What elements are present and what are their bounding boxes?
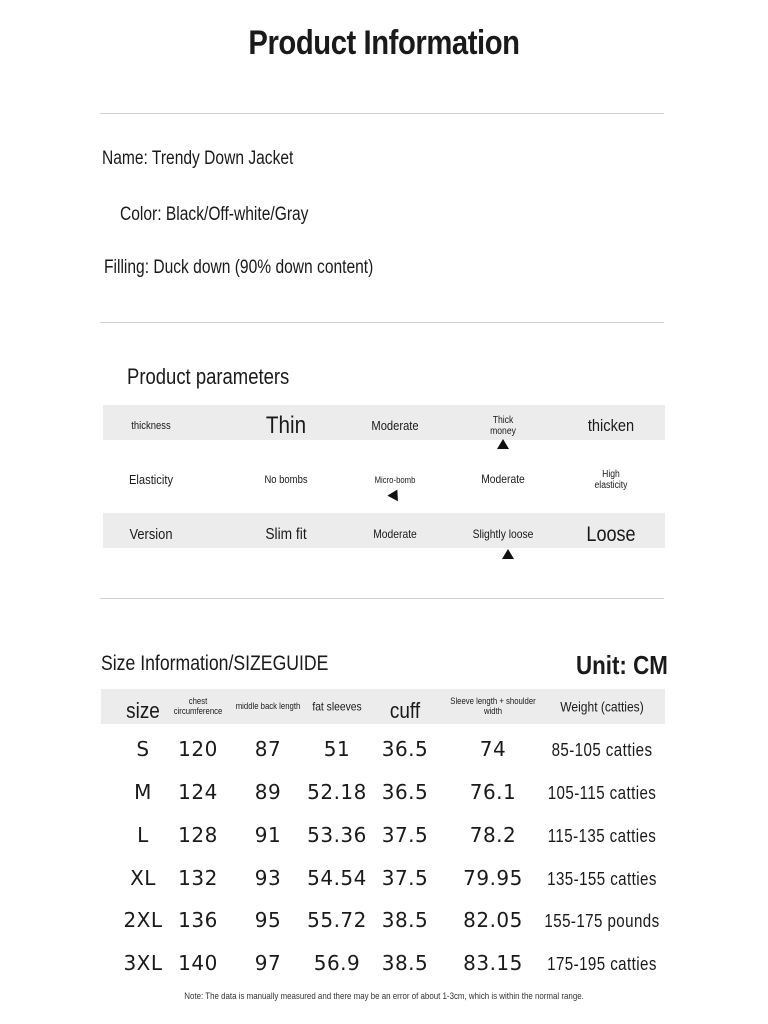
table-cell — [537, 869, 668, 890]
parameter-option — [368, 419, 423, 434]
product-color: Color: Black/Off-white/Gray — [120, 204, 309, 225]
parameter-option — [370, 528, 421, 542]
table-cell: 36.5 — [381, 780, 429, 804]
table-cell-text: 155-175 pounds — [544, 911, 660, 931]
parameter-text: Moderate — [371, 417, 419, 433]
table-cell: 2XL — [123, 908, 163, 932]
selected-marker-icon — [387, 487, 402, 501]
table-cell: 91 — [254, 823, 282, 847]
size-column-header-text: size — [126, 697, 160, 723]
table-cell — [537, 826, 666, 847]
table-cell: 87 — [254, 737, 282, 761]
table-row — [0, 823, 768, 863]
parameter-option — [262, 526, 310, 544]
table-cell: S — [136, 737, 150, 761]
divider — [100, 322, 664, 323]
parameter-text: Moderate — [481, 472, 525, 487]
table-cell: 52.18 — [307, 780, 367, 804]
parameters-heading: Product parameters — [127, 364, 290, 389]
table-cell — [537, 954, 668, 975]
parameter-text: thicken — [587, 416, 635, 436]
footnote — [0, 991, 768, 1001]
divider — [100, 598, 664, 599]
table-cell: 55.72 — [307, 908, 367, 932]
table-row — [0, 866, 768, 906]
size-column-header — [123, 699, 162, 723]
parameter-option — [261, 474, 311, 487]
table-row — [0, 908, 768, 948]
parameter-label — [126, 526, 176, 543]
table-cell: 54.54 — [307, 866, 367, 890]
size-column-header — [230, 702, 305, 712]
page-title: Product Information — [248, 24, 520, 62]
table-row — [0, 737, 768, 777]
size-column-header — [443, 697, 542, 717]
table-cell-text: 135-155 catties — [547, 869, 657, 889]
size-info-heading: Size Information/SIZEGUIDE — [101, 652, 329, 675]
parameter-option — [584, 416, 638, 436]
table-row — [0, 951, 768, 991]
parameter-label — [125, 473, 176, 488]
table-cell: 74 — [479, 737, 507, 761]
table-cell: 140 — [178, 951, 218, 975]
table-cell — [533, 911, 670, 932]
product-filling: Filling: Duck down (90% down content) — [104, 257, 374, 278]
parameter-option — [371, 475, 419, 485]
table-cell: 97 — [254, 951, 282, 975]
parameter-text: Thin — [265, 412, 307, 440]
table-cell: 37.5 — [381, 823, 429, 847]
table-cell: 136 — [178, 908, 218, 932]
parameter-text: Moderate — [373, 527, 417, 542]
divider — [100, 113, 664, 114]
table-cell: 95 — [254, 908, 282, 932]
parameter-text: High elasticity — [594, 468, 628, 491]
table-cell: 132 — [178, 866, 218, 890]
size-column-header — [308, 700, 365, 713]
table-cell: XL — [130, 866, 156, 890]
selected-marker-icon — [502, 549, 514, 559]
size-column-header — [387, 699, 422, 723]
table-cell: 120 — [178, 737, 218, 761]
parameter-text: thickness — [131, 419, 171, 432]
table-cell: 124 — [178, 780, 218, 804]
size-column-header-text: cuff — [389, 697, 421, 723]
table-cell: 37.5 — [381, 866, 429, 890]
parameter-label — [128, 420, 174, 433]
selected-marker-icon — [497, 439, 509, 449]
parameter-text: Slightly loose — [472, 527, 534, 542]
parameter-text: Loose — [586, 522, 636, 546]
table-cell: 3XL — [123, 951, 163, 975]
product-name: Name: Trendy Down Jacket — [102, 148, 294, 169]
parameter-option — [592, 469, 630, 492]
table-cell: 76.1 — [469, 780, 517, 804]
table-cell — [537, 783, 666, 804]
table-cell: M — [134, 780, 152, 804]
parameter-option — [488, 415, 518, 438]
footnote-text: Note: The data is manually measured and there may be an error of about 1-3cm, which is within the normal range. — [184, 991, 584, 1001]
table-cell: 51 — [323, 737, 351, 761]
table-cell: 79.95 — [463, 866, 523, 890]
table-cell-text: 105-115 catties — [547, 783, 657, 803]
size-column-header — [170, 697, 227, 717]
size-column-header-text: Sleeve length + shoulder width — [450, 696, 536, 716]
table-cell — [542, 740, 662, 761]
table-cell: 36.5 — [381, 737, 429, 761]
table-cell-text: 115-135 catties — [547, 826, 657, 846]
size-column-header-text: chest circumference — [173, 696, 223, 716]
parameter-text: Elasticity — [128, 471, 174, 487]
parameter-text: Micro-bomb — [374, 474, 416, 485]
parameter-text: Slim fit — [265, 525, 307, 543]
size-column-header — [554, 699, 651, 714]
size-column-header-text: middle back length — [235, 701, 301, 712]
table-cell: 89 — [254, 780, 282, 804]
table-cell: 83.15 — [463, 951, 523, 975]
table-cell: 38.5 — [381, 951, 429, 975]
parameter-text: Thick money — [490, 414, 516, 437]
table-row — [0, 780, 768, 820]
table-cell: L — [137, 823, 149, 847]
parameter-option — [468, 528, 539, 542]
table-cell: 78.2 — [469, 823, 517, 847]
size-column-header-text: fat sleeves — [312, 699, 362, 714]
table-cell: 53.36 — [307, 823, 367, 847]
table-cell: 82.05 — [463, 908, 523, 932]
table-cell: 56.9 — [313, 951, 361, 975]
parameter-option — [478, 473, 529, 487]
table-cell-text: 85-105 catties — [551, 740, 653, 760]
table-cell: 38.5 — [381, 908, 429, 932]
parameter-option — [263, 412, 310, 440]
table-cell-text: 175-195 catties — [547, 954, 657, 974]
parameter-text: No bombs — [264, 473, 308, 486]
unit-label: Unit: CM — [576, 650, 668, 680]
size-column-header-text: Weight (catties) — [560, 698, 644, 715]
parameter-text: Version — [129, 526, 173, 544]
parameter-option — [582, 523, 639, 547]
table-cell: 128 — [178, 823, 218, 847]
table-cell: 93 — [254, 866, 282, 890]
